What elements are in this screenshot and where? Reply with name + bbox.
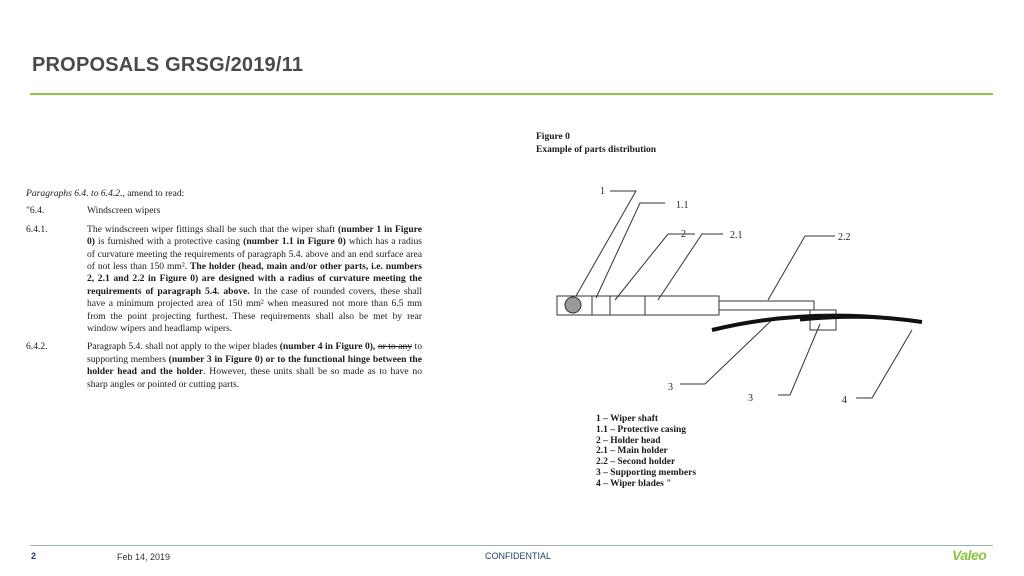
paragraph-6-4-1 [26, 224, 422, 336]
bold-run: (number 4 in Figure 0), [279, 341, 378, 353]
legend-item: 2.2 – Second holder [596, 457, 676, 468]
strikethrough-run: or to any [377, 341, 413, 353]
bold-run: (number 1.1 in Figure 0) [243, 236, 346, 248]
label-1: 1 [600, 186, 605, 197]
confidential-label: CONFIDENTIAL [485, 551, 552, 561]
text-run: . However, these units shall be so made as to have no sharp angles or pointed or cutting parts. [87, 366, 422, 390]
paragraph-body [87, 224, 422, 336]
legend-item: 3 – Supporting members [596, 467, 697, 478]
page-title: PROPOSALS GRSG/2019/11 [32, 54, 304, 76]
text-run: is furnished with a protective casing [95, 236, 244, 248]
legend-item: 1.1 – Protective casing [596, 424, 687, 435]
leader-1 [576, 191, 636, 296]
paragraph-number: "6.4. [26, 205, 45, 217]
bold-run: (number 3 in Figure 0) or to the functional hinge between the holder head and the holder [87, 353, 422, 378]
figure-heading [536, 131, 656, 157]
leader-2-1 [658, 234, 723, 300]
label-2: 2 [681, 229, 686, 240]
paragraph-6-4-2 [26, 341, 422, 391]
label-3b: 3 [748, 393, 753, 404]
wiper-blade-arm [800, 317, 918, 321]
text-run: to supporting members [87, 341, 422, 365]
bold-run: The holder (head, main and/or other parts, i.e. numbers 2, 2.1 and 2.2 in Figure 0) are designed with a radius of curvature meeting the requirements of paragraph 5.4. above. [87, 261, 423, 297]
footer-date: Feb 14, 2019 [117, 552, 171, 562]
leader-2 [615, 234, 695, 300]
footer-divider [30, 545, 993, 546]
legend-item: 1 – Wiper shaft [596, 414, 659, 424]
amendment-text [26, 188, 422, 397]
intro-rest: , amend to read: [122, 188, 185, 199]
leader-4 [856, 330, 912, 398]
label-2-2: 2.2 [838, 232, 851, 243]
text-run: In the case of rounded covers, these shall have a minimum projected area of 150 mm² when measured not more than 6.5 mm from the point projecting furthest. These requirements shall also be met by rear window wipers and headlamp wipers. [87, 285, 422, 335]
wiper-shaft-shape [565, 297, 581, 313]
text-run: The windscreen wiper fittings shall be such that the wiper shaft [87, 223, 338, 235]
paragraph-body: Windscreen wipers [87, 205, 161, 217]
label-3a: 3 [668, 382, 673, 393]
figure-subtitle: Example of parts distribution [536, 145, 657, 155]
legend-item: 2 – Holder head [596, 435, 661, 446]
legend-item: 2.1 – Main holder [596, 446, 668, 457]
text-run: which has a radius of curvature meeting the requirements of paragraph 5.4. above and an end surface area of not less than 150 mm². [87, 236, 422, 273]
paragraph-6-4 [26, 205, 422, 217]
paragraph-number: 6.4.1. [26, 223, 48, 235]
label-1-1: 1.1 [676, 200, 689, 211]
protective-casing-shape [610, 296, 645, 315]
paragraph-body [87, 341, 422, 391]
text-run: Paragraph 5.4. shall not apply to the wiper blades [87, 341, 280, 353]
logo-text: Valeo [952, 547, 987, 563]
wiper-diagram [540, 176, 940, 412]
label-2-1: 2.1 [730, 230, 743, 241]
bold-run: (number 1 in Figure 0) [87, 223, 423, 248]
legend-item: 4 – Wiper blades " [596, 478, 672, 489]
figure-title: Figure 0 [536, 132, 570, 142]
valeo-logo [952, 547, 996, 567]
figure-legend [596, 414, 696, 490]
page-number: 2 [31, 551, 37, 561]
leader-3b [778, 324, 820, 395]
leader-2-2 [768, 236, 835, 300]
title-divider [30, 93, 993, 95]
label-4: 4 [842, 395, 847, 406]
intro-ref: Paragraphs 6.4. to 6.4.2. [26, 188, 123, 199]
intro-line [26, 188, 422, 200]
second-holder-shape [719, 301, 814, 310]
paragraph-number: 6.4.2. [26, 341, 48, 353]
